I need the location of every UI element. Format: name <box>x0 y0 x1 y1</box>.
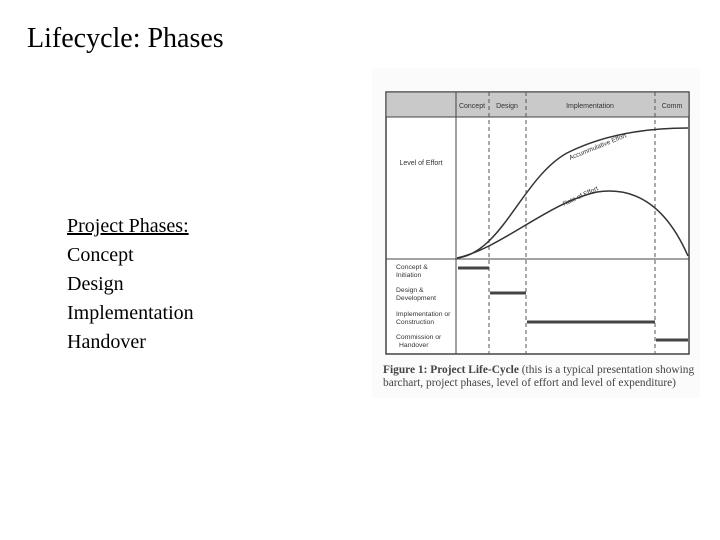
lifecycle-figure <box>372 68 700 398</box>
effort-axis-label: Level of Effort <box>399 160 443 167</box>
caption-text: (this is a typical presentation showing barchart, project phases, level of effort and level of expenditure) <box>383 364 695 389</box>
slide-title: Lifecycle: Phases <box>27 23 224 54</box>
phase-item-implementation: Implementation <box>67 302 194 324</box>
phase-item-design: Design <box>67 273 124 295</box>
lifecycle-diagram <box>372 68 700 398</box>
accumulative-effort-label: Accummulative Effort <box>568 132 628 162</box>
caption-title: Figure 1: Project Life-Cycle <box>383 364 519 376</box>
column-header-comm: Comm <box>661 103 683 110</box>
row-label-handover-line1: Commission or <box>396 334 442 341</box>
phase-item-handover: Handover <box>67 331 146 353</box>
phase-item-concept: Concept <box>67 244 134 266</box>
phase-list-heading: Project Phases: <box>67 215 189 237</box>
row-label-implementation-line2: Construction <box>396 319 435 326</box>
row-label-concept-line2: Initiation <box>396 272 422 279</box>
figure-caption <box>383 364 703 390</box>
row-label-implementation-line1: Implementation or <box>396 311 451 318</box>
header-band <box>386 92 689 117</box>
rate-of-effort-label: Rate of Effort <box>561 185 600 208</box>
column-header-design: Design <box>496 103 518 110</box>
row-label-concept-line1: Concept & <box>396 264 428 271</box>
row-label-design-line2: Development <box>396 295 437 302</box>
row-label-design-line1: Design & <box>396 287 424 294</box>
column-header-implementation: Implementation <box>566 103 614 110</box>
row-label-handover-line2: Handover <box>399 342 429 349</box>
column-header-concept: Concept <box>458 103 486 110</box>
phase-list <box>67 212 194 357</box>
